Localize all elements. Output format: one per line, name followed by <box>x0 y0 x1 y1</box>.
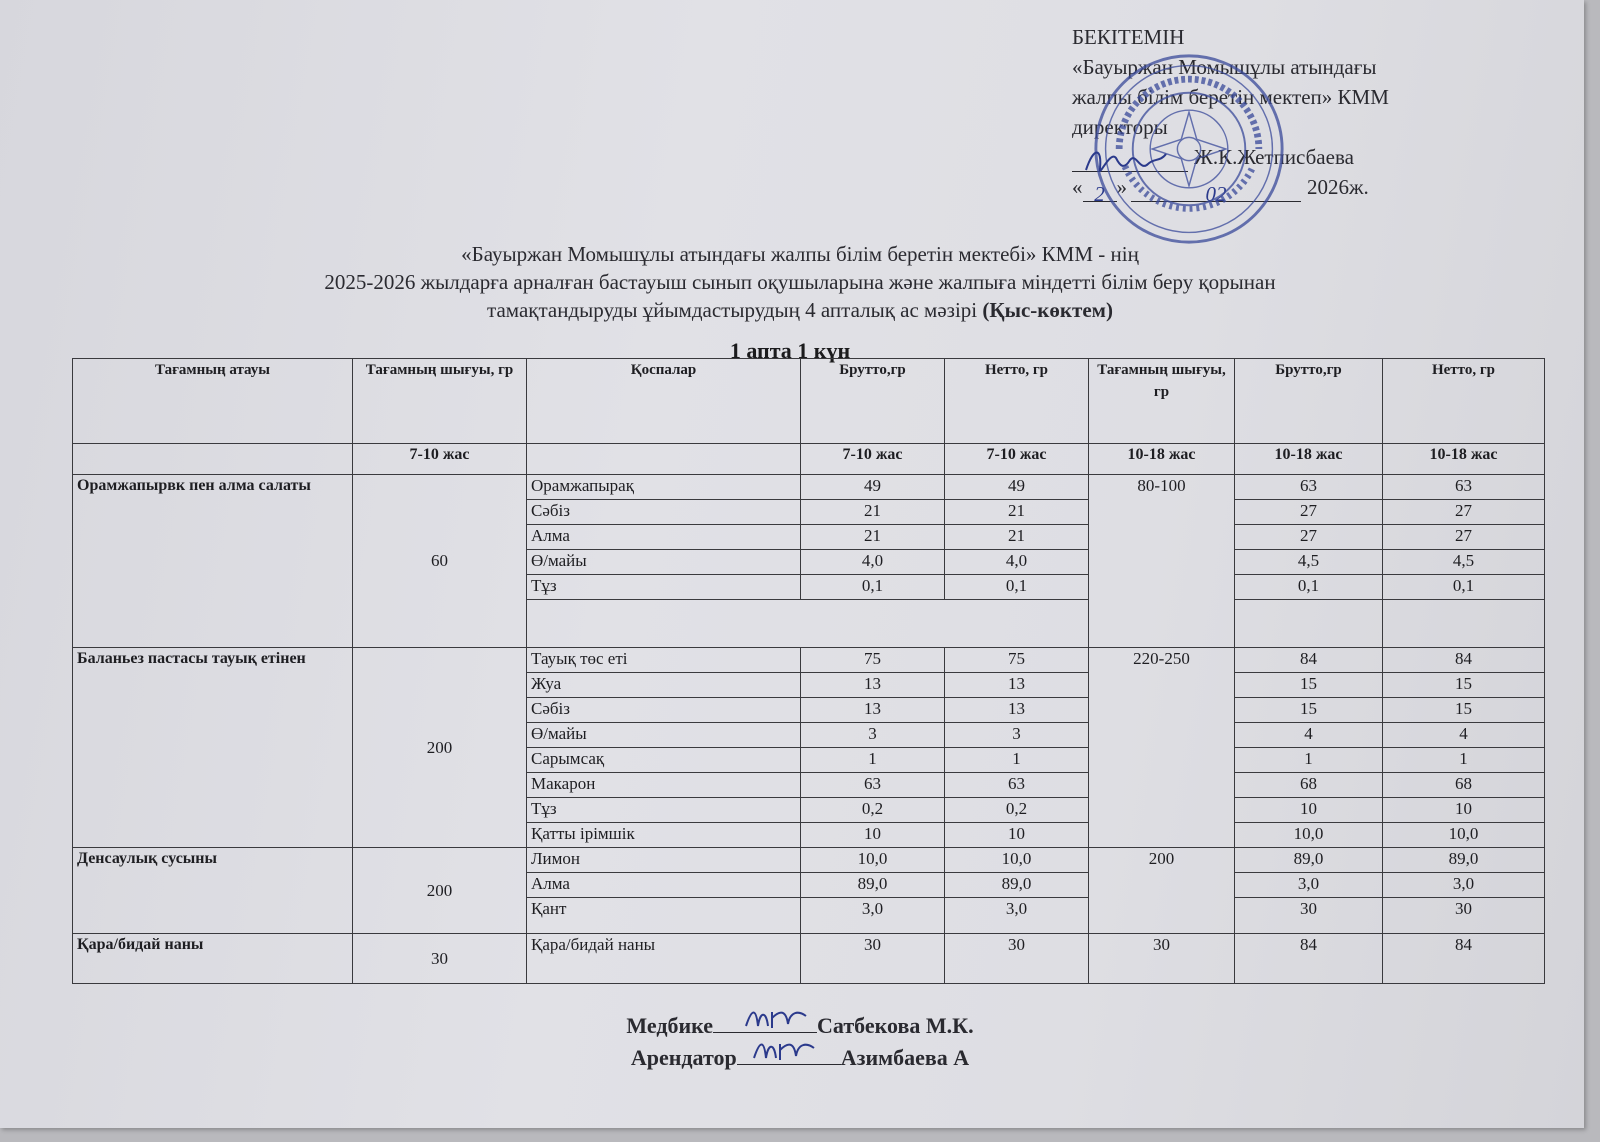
brutto-7-10: 89,0 <box>801 873 945 898</box>
netto-7-10: 1 <box>945 748 1089 773</box>
date-close-quote: » <box>1116 175 1127 199</box>
age-group-cell: 7-10 жас <box>945 444 1089 475</box>
brutto-7-10: 1 <box>801 748 945 773</box>
ingredient-row <box>73 475 1545 500</box>
brutto-10-18: 15 <box>1235 673 1383 698</box>
menu-heading <box>100 240 1500 324</box>
approval-signer: Ж.К.Жетписбаева <box>1194 145 1354 169</box>
netto-7-10: 13 <box>945 698 1089 723</box>
netto-7-10: 89,0 <box>945 873 1089 898</box>
dish-name: Денсаулық сусыны <box>73 848 353 934</box>
approval-line-2: жалпы білім беретін мектеп» КММ <box>1072 85 1389 109</box>
dish-yield-10-18: 30 <box>1089 934 1235 984</box>
nurse-name: Сатбекова М.К. <box>817 1013 974 1038</box>
season-label: (Қыс-көктем) <box>982 298 1113 322</box>
netto-7-10: 21 <box>945 525 1089 550</box>
netto-10-18: 1 <box>1383 748 1545 773</box>
dish-yield-10-18: 220-250 <box>1089 648 1235 848</box>
ingredient-name: Сәбіз <box>527 500 801 525</box>
netto-7-10: 49 <box>945 475 1089 500</box>
age-group-cell: 10-18 жас <box>1235 444 1383 475</box>
brutto-10-18: 84 <box>1235 648 1383 673</box>
netto-7-10: 13 <box>945 673 1089 698</box>
ingredient-row <box>73 934 1545 984</box>
brutto-10-18: 89,0 <box>1235 848 1383 873</box>
nurse-signature <box>742 1004 812 1034</box>
dish-yield-10-18: 200 <box>1089 848 1235 934</box>
netto-7-10: 75 <box>945 648 1089 673</box>
ingredient-name: Ө/майы <box>527 550 801 575</box>
brutto-7-10: 21 <box>801 500 945 525</box>
netto-7-10: 30 <box>945 934 1089 984</box>
netto-10-18: 27 <box>1383 525 1545 550</box>
netto-10-18: 84 <box>1383 934 1545 984</box>
ingredient-row <box>73 648 1545 673</box>
approval-line-1: «Бауыржан Момышұлы атындағы <box>1072 55 1377 79</box>
header-row <box>73 359 1545 444</box>
netto-7-10: 21 <box>945 500 1089 525</box>
netto-10-18: 30 <box>1383 898 1545 934</box>
brutto-7-10: 0,1 <box>801 575 945 600</box>
brutto-10-18: 30 <box>1235 898 1383 934</box>
age-group-cell <box>527 444 801 475</box>
age-group-cell: 7-10 жас <box>801 444 945 475</box>
age-group-cell: 10-18 жас <box>1383 444 1545 475</box>
ingredient-name: Жуа <box>527 673 801 698</box>
brutto-10-18: 63 <box>1235 475 1383 500</box>
brutto-7-10: 0,2 <box>801 798 945 823</box>
age-group-row <box>73 444 1545 475</box>
date-year: 2026ж. <box>1307 175 1369 199</box>
column-header: Нетто, гр <box>945 359 1089 444</box>
ingredient-name: Тұз <box>527 798 801 823</box>
netto-7-10: 63 <box>945 773 1089 798</box>
brutto-7-10: 10 <box>801 823 945 848</box>
ingredient-name: Қара/бидай наны <box>527 934 801 984</box>
brutto-10-18: 10,0 <box>1235 823 1383 848</box>
dish-name: Орамжапырвк пен алма салаты <box>73 475 353 648</box>
nurse-label: Медбике <box>626 1013 714 1038</box>
brutto-7-10: 3 <box>801 723 945 748</box>
tenant-signature <box>750 1034 820 1064</box>
brutto-10-18: 4 <box>1235 723 1383 748</box>
heading-line-1: «Бауыржан Момышұлы атындағы жалпы білім беретін мектебі» КММ - нің <box>461 242 1139 266</box>
netto-10-18: 27 <box>1383 500 1545 525</box>
ingredient-name: Сарымсақ <box>527 748 801 773</box>
director-signature <box>1080 140 1170 186</box>
menu-table <box>72 358 1545 984</box>
ingredient-name: Алма <box>527 873 801 898</box>
heading-line-3 <box>100 296 1500 324</box>
netto-10-18: 4,5 <box>1383 550 1545 575</box>
tenant-name: Азимбаева А <box>840 1045 970 1070</box>
brutto-10-18: 10 <box>1235 798 1383 823</box>
brutto-7-10: 75 <box>801 648 945 673</box>
brutto-10-18: 15 <box>1235 698 1383 723</box>
ingredient-name: Лимон <box>527 848 801 873</box>
netto-10-18: 4 <box>1383 723 1545 748</box>
brutto-7-10: 30 <box>801 934 945 984</box>
ingredient-name: Макарон <box>527 773 801 798</box>
ingredient-name: Ө/майы <box>527 723 801 748</box>
brutto-10-18: 0,1 <box>1235 575 1383 600</box>
netto-7-10: 0,1 <box>945 575 1089 600</box>
ingredient-name: Сәбіз <box>527 698 801 723</box>
dish-name: Баланьез пастасы тауық етінен <box>73 648 353 848</box>
date-month: 02 <box>1131 179 1301 202</box>
ingredient-name: Тұз <box>527 575 801 600</box>
netto-7-10: 10,0 <box>945 848 1089 873</box>
brutto-7-10: 4,0 <box>801 550 945 575</box>
ingredient-name: Қатты ірімшік <box>527 823 801 848</box>
netto-10-18: 15 <box>1383 673 1545 698</box>
dish-yield-7-10: 30 <box>353 934 527 984</box>
brutto-7-10: 3,0 <box>801 898 945 934</box>
empty-cell <box>527 600 1089 648</box>
approval-title: БЕКІТЕМІН <box>1072 25 1185 49</box>
brutto-10-18: 27 <box>1235 500 1383 525</box>
age-group-cell <box>73 444 353 475</box>
brutto-7-10: 13 <box>801 673 945 698</box>
netto-7-10: 10 <box>945 823 1089 848</box>
ingredient-row <box>73 848 1545 873</box>
netto-10-18: 89,0 <box>1383 848 1545 873</box>
netto-10-18: 3,0 <box>1383 873 1545 898</box>
heading-line-3-text: тамақтандыруды ұйымдастырудың 4 апталық ас мәзірі <box>487 298 983 322</box>
column-header: Нетто, гр <box>1383 359 1545 444</box>
netto-10-18: 10 <box>1383 798 1545 823</box>
date-open-quote: « <box>1072 175 1083 199</box>
netto-7-10: 3 <box>945 723 1089 748</box>
netto-10-18: 15 <box>1383 698 1545 723</box>
brutto-10-18: 68 <box>1235 773 1383 798</box>
brutto-10-18: 84 <box>1235 934 1383 984</box>
age-group-cell: 7-10 жас <box>353 444 527 475</box>
brutto-7-10: 10,0 <box>801 848 945 873</box>
dish-yield-7-10: 200 <box>353 648 527 848</box>
day-label: 1 апта 1 күн <box>729 338 851 363</box>
ingredient-name: Алма <box>527 525 801 550</box>
approval-line-3: директоры <box>1072 115 1168 139</box>
empty-cell <box>1383 600 1545 648</box>
netto-10-18: 0,1 <box>1383 575 1545 600</box>
netto-7-10: 4,0 <box>945 550 1089 575</box>
column-header: Брутто,гр <box>1235 359 1383 444</box>
netto-10-18: 68 <box>1383 773 1545 798</box>
netto-7-10: 0,2 <box>945 798 1089 823</box>
ingredient-name: Орамжапырақ <box>527 475 801 500</box>
age-group-cell: 10-18 жас <box>1089 444 1235 475</box>
dish-name: Қара/бидай наны <box>73 934 353 984</box>
brutto-7-10: 13 <box>801 698 945 723</box>
brutto-10-18: 27 <box>1235 525 1383 550</box>
column-header: Тағамның шығуы, гр <box>1089 359 1235 444</box>
dish-yield-7-10: 200 <box>353 848 527 934</box>
brutto-10-18: 4,5 <box>1235 550 1383 575</box>
netto-7-10: 3,0 <box>945 898 1089 934</box>
brutto-10-18: 3,0 <box>1235 873 1383 898</box>
brutto-7-10: 21 <box>801 525 945 550</box>
column-header: Тағамның шығуы, гр <box>353 359 527 444</box>
dish-yield-10-18: 80-100 <box>1089 475 1235 648</box>
ingredient-name: Тауық төс еті <box>527 648 801 673</box>
brutto-7-10: 63 <box>801 773 945 798</box>
brutto-10-18: 1 <box>1235 748 1383 773</box>
heading-line-2: 2025-2026 жылдарға арналған бастауыш сынып оқушыларына және жалпыға міндетті білім беру қорынан <box>324 270 1276 294</box>
dish-yield-7-10: 60 <box>353 475 527 648</box>
netto-10-18: 10,0 <box>1383 823 1545 848</box>
brutto-7-10: 49 <box>801 475 945 500</box>
ingredient-name: Қант <box>527 898 801 934</box>
column-header: Тағамның атауы <box>73 359 353 444</box>
netto-10-18: 63 <box>1383 475 1545 500</box>
tenant-label: Арендатор <box>630 1045 737 1070</box>
date-day: 2 <box>1083 179 1117 202</box>
column-header: Брутто,гр <box>801 359 945 444</box>
column-header: Қоспалар <box>527 359 801 444</box>
empty-cell <box>1235 600 1383 648</box>
netto-10-18: 84 <box>1383 648 1545 673</box>
